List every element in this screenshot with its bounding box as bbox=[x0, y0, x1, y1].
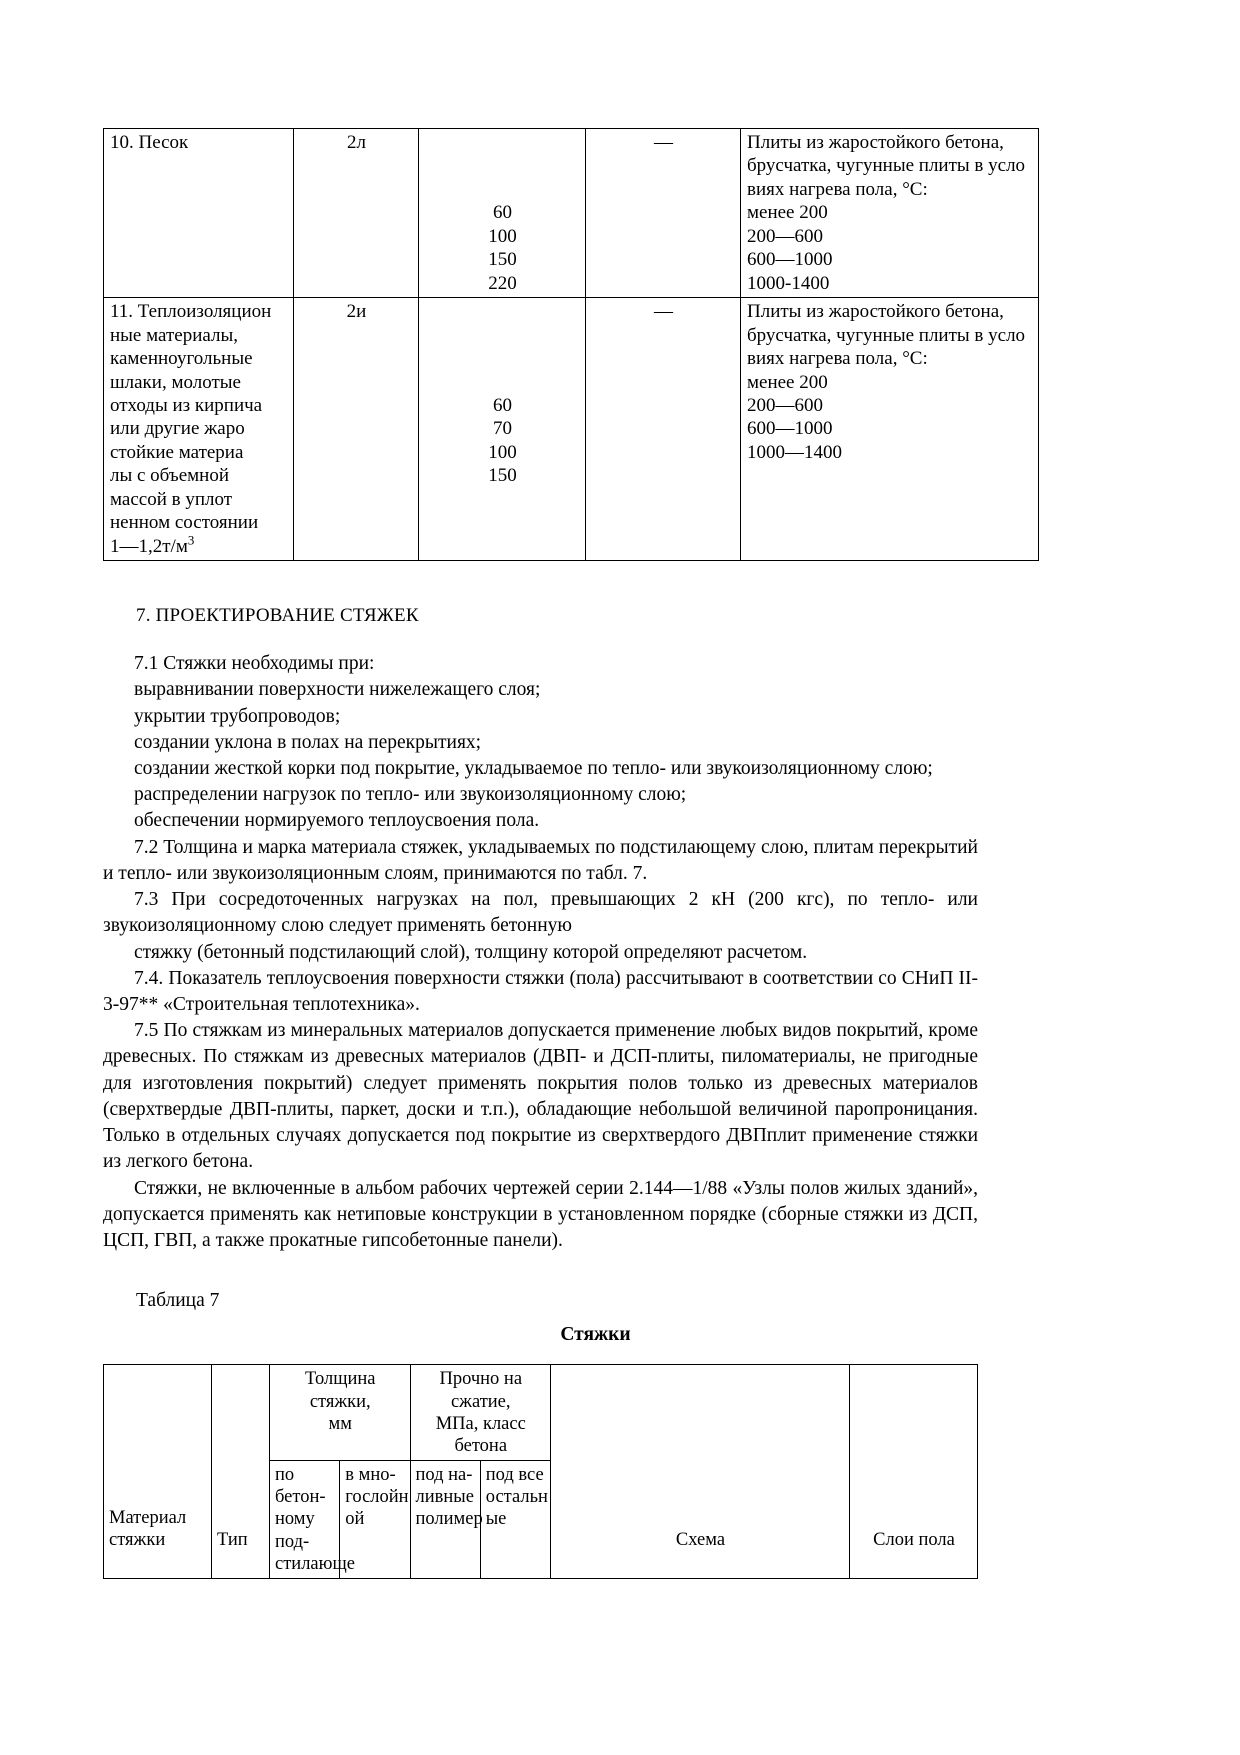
material-line: каменноугольные bbox=[110, 348, 253, 370]
description-line: 200—600 bbox=[747, 394, 823, 416]
material-line: или другие жаро bbox=[110, 418, 245, 440]
description-line: 200—600 bbox=[747, 225, 823, 247]
paragraph-7-3-cont: стяжку (бетонный подстилающий слой), толщину которой определяют расчетом. bbox=[134, 941, 808, 963]
description-line: брусчатка, чугунные плиты в усло bbox=[747, 155, 1026, 177]
spacer-line bbox=[110, 248, 288, 271]
header-line: ливные bbox=[415, 1487, 474, 1508]
thickness-value: 100 bbox=[488, 225, 517, 247]
description-line: 1000—1400 bbox=[747, 441, 842, 463]
cell-strength: — bbox=[586, 298, 741, 561]
description-line: 1000-1400 bbox=[747, 272, 830, 294]
material-line: массой в уплот bbox=[110, 488, 233, 510]
header-line: под все bbox=[485, 1464, 544, 1485]
description-line: менее 200 bbox=[747, 202, 828, 224]
description-line: виях нагрева пола, °С: bbox=[747, 178, 928, 200]
table-row bbox=[104, 129, 1039, 298]
thickness-value: 150 bbox=[488, 465, 517, 487]
paragraph-bullet-slope: создании уклона в полах на перекрытиях; bbox=[134, 731, 482, 753]
header-line: в мно- bbox=[345, 1464, 396, 1485]
description-line: 600—1000 bbox=[747, 249, 833, 271]
spacer-line bbox=[425, 371, 580, 394]
paragraph-bullet-heat-absorption: обеспечении нормируемого теплоусвоения пола. bbox=[134, 810, 540, 832]
cell-material bbox=[104, 298, 294, 561]
spacer-line bbox=[425, 324, 580, 347]
header-line: ному под- bbox=[275, 1509, 315, 1552]
header-group-thickness bbox=[270, 1365, 411, 1461]
material-line: 11. Теплоизоляцион bbox=[110, 301, 272, 323]
thickness-value: 60 bbox=[493, 202, 512, 224]
paragraph-bullet-pipes: укрытии трубопроводов; bbox=[134, 705, 341, 727]
spacer-line bbox=[110, 201, 288, 224]
spacer-line bbox=[425, 178, 580, 201]
spacer-line bbox=[110, 225, 288, 248]
cell-strength: — bbox=[586, 129, 741, 298]
paragraph-7-3: 7.3 При сосредоточенных нагрузках на пол, превышающих 2 кН (200 кгс), по тепло- или звукоизоляционному слою следует применять бетонную bbox=[103, 889, 978, 937]
header-cell-strength-other bbox=[480, 1460, 550, 1578]
table-7-label: Таблица 7 bbox=[136, 1290, 220, 1312]
thickness-value: 60 bbox=[493, 394, 512, 416]
header-cell-strength-polymer bbox=[410, 1460, 483, 1578]
description-line: Плиты из жаростойкого бетона, bbox=[747, 132, 1004, 153]
description-line: виях нагрева пола, °С: bbox=[747, 348, 928, 370]
cell-type: 2л bbox=[294, 129, 419, 298]
material-line: лы с объемной bbox=[110, 465, 229, 487]
thickness-value: 220 bbox=[488, 272, 517, 294]
header-line: ой bbox=[345, 1509, 365, 1530]
description-line: брусчатка, чугунные плиты в усло bbox=[747, 324, 1026, 346]
header-cell-layers bbox=[850, 1365, 978, 1578]
cell-description bbox=[741, 298, 1039, 561]
cell-thickness bbox=[419, 298, 586, 561]
material-line: шлаки, молотые bbox=[110, 371, 241, 393]
spacer-line bbox=[110, 154, 288, 177]
header-line: Схема bbox=[675, 1530, 726, 1551]
header-line: гослойн bbox=[345, 1487, 409, 1508]
material-line: отходы из кирпича bbox=[110, 394, 263, 416]
header-cell-material bbox=[104, 1365, 212, 1578]
header-group-strength-line2: МПа, класс бетона bbox=[435, 1413, 526, 1457]
header-line: ые bbox=[485, 1509, 507, 1530]
header-line: под на- bbox=[415, 1464, 473, 1485]
paragraph-7-4: 7.4. Показатель теплоусвоения поверхности стяжки (пола) рассчитывают в соответствии со СНиП II-3-97** «Строительная теплотехника». bbox=[103, 967, 978, 1015]
table-7-wrapper bbox=[103, 1364, 978, 1578]
cell-thickness bbox=[419, 129, 586, 298]
spacer-line bbox=[425, 300, 580, 323]
table-6-continuation bbox=[103, 128, 1039, 561]
header-line: Материал bbox=[109, 1507, 187, 1528]
material-line: 10. Песок bbox=[110, 132, 189, 153]
description-line: менее 200 bbox=[747, 371, 828, 393]
section-heading: 7. ПРОЕКТИРОВАНИЕ СТЯЖЕК bbox=[136, 605, 419, 627]
header-line: по бетон- bbox=[275, 1464, 326, 1508]
section-body bbox=[103, 651, 978, 1254]
header-cell-scheme bbox=[551, 1365, 850, 1578]
paragraph-bullet-load-distribution: распределении нагрузок по тепло- или звукоизоляционному слою; bbox=[134, 784, 687, 806]
paragraph-7-5: 7.5 По стяжкам из минеральных материалов допускается применение любых видов покрытий, кроме древесных. По стяжкам из древесных материалов (ДВП- и ДСП-плиты, пиломатериалы, не пригодные для изготовления покрытий) следует применять покрытия полов только из древесных материалов (сверхтвердые ДВП-плиты, паркет, доски и т.п.), обладающие небольшой величиной паропроницания. Только в отдельных случаях допускается под покрытие из сверхтвердого ДВПплит применение стяжки из легкого бетона. bbox=[103, 1020, 978, 1173]
header-line: стяжки bbox=[109, 1530, 166, 1551]
description-line: Плиты из жаростойкого бетона, bbox=[747, 301, 1004, 323]
header-line: Слои пола bbox=[873, 1530, 955, 1551]
header-line: Тип bbox=[217, 1530, 248, 1551]
cell-type: 2и bbox=[294, 298, 419, 561]
thickness-value: 150 bbox=[488, 249, 517, 271]
paragraph-non-standard-screeds: Стяжки, не включенные в альбом рабочих чертежей серии 2.144—1/88 «Узлы полов жилых зданий», допускается применять как нетиповые конструкции в установленном порядке (сборные стяжки из ДСП, ЦСП, ГВП, а также прокатные гипсобетонные панели). bbox=[103, 1177, 978, 1251]
spacer-line bbox=[110, 272, 288, 295]
spacer-line bbox=[425, 154, 580, 177]
cell-material bbox=[104, 129, 294, 298]
thickness-value: 100 bbox=[488, 441, 517, 463]
table-7-header-group-row bbox=[104, 1365, 978, 1461]
table-row bbox=[104, 298, 1039, 561]
material-line: ненном состоянии bbox=[110, 512, 259, 534]
header-line: стилающе bbox=[275, 1554, 355, 1575]
page-content bbox=[103, 128, 1026, 1579]
paragraph-bullet-rigid-crust: создании жесткой корки под покрытие, укладываемое по тепло- или звукоизоляционному слою; bbox=[134, 758, 933, 780]
table-7 bbox=[103, 1364, 978, 1578]
paragraph-bullet-leveling: выравнивании поверхности нижележащего слоя; bbox=[134, 679, 541, 701]
thickness-value: 70 bbox=[493, 418, 512, 440]
spacer-line bbox=[425, 347, 580, 370]
header-line: остальн bbox=[485, 1487, 548, 1508]
header-cell-type bbox=[212, 1365, 270, 1578]
header-group-strength bbox=[410, 1365, 551, 1461]
paragraph-7-2: 7.2 Толщина и марка материала стяжек, укладываемых по подстилающему слою, плитам перекрытий и тепло- или звукоизоляционным слоям, принимаются по табл. 7. bbox=[103, 836, 978, 884]
spacer-line bbox=[425, 131, 580, 154]
table-7-title: Стяжки bbox=[560, 1324, 631, 1346]
material-line: ные материалы, bbox=[110, 324, 238, 346]
header-line: полимер bbox=[415, 1509, 483, 1530]
cell-description bbox=[741, 129, 1039, 298]
paragraph-7-1: 7.1 Стяжки необходимы при: bbox=[134, 653, 375, 675]
header-group-thickness-line2: мм bbox=[328, 1413, 352, 1434]
header-group-thickness-line1: Толщина стяжки, bbox=[305, 1369, 376, 1412]
material-line: стойкие материа bbox=[110, 441, 244, 463]
material-line-density: $1—1,2т/м^3$ bbox=[110, 532, 195, 557]
header-group-strength-line1: Прочно на сжатие, bbox=[439, 1369, 523, 1412]
spacer-line bbox=[110, 178, 288, 201]
description-line: 600—1000 bbox=[747, 418, 833, 440]
